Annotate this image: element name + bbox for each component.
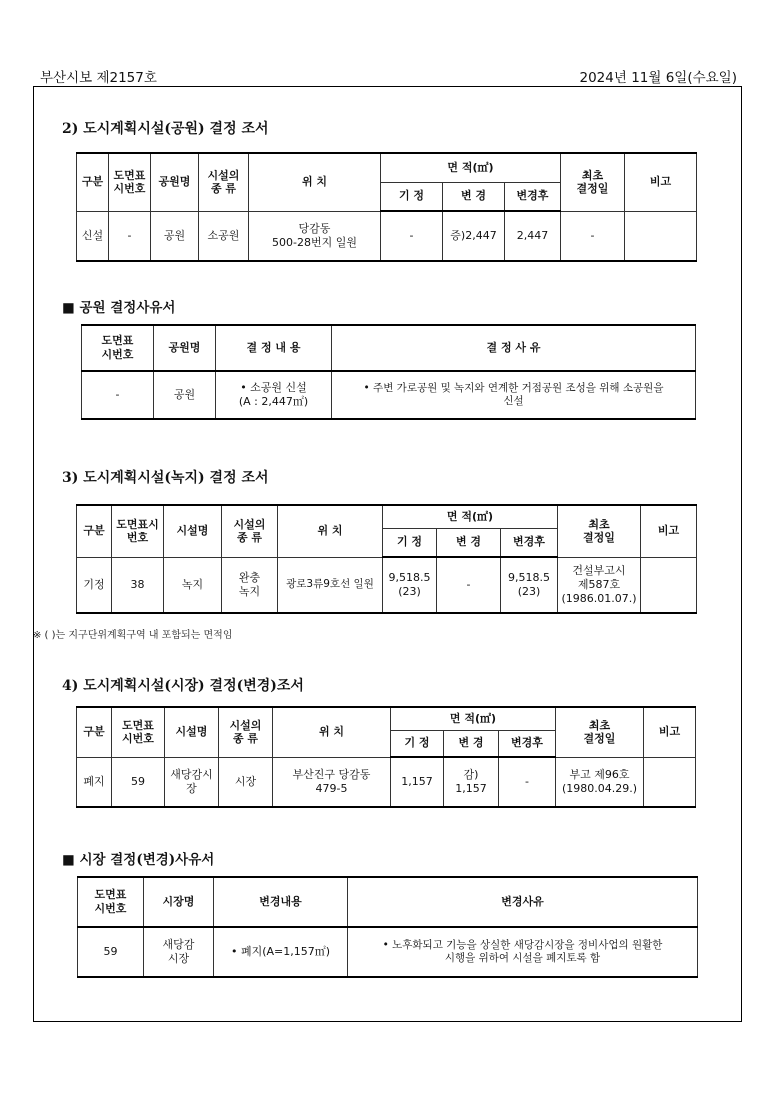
hdr-before: 기 정 xyxy=(383,528,437,557)
hdr-reason: 결 정 사 유 xyxy=(332,325,696,371)
park-reason-table xyxy=(81,324,696,420)
cell-gubun: 기정 xyxy=(77,557,112,613)
hdr-location: 위 치 xyxy=(278,505,383,557)
cell-before: 1,157 xyxy=(391,757,444,807)
area-note: ※ ( )는 지구단위계획구역 내 포함되는 면적임 xyxy=(33,630,233,641)
cell-kind: 완충 녹지 xyxy=(222,557,278,613)
cell-map-no: 59 xyxy=(78,927,144,977)
hdr-area: 면 적(㎡) xyxy=(391,707,556,730)
hdr-kind: 시설의 종 류 xyxy=(199,153,249,211)
hdr-change: 변 경 xyxy=(443,182,505,211)
cell-after: 2,447 xyxy=(505,211,561,261)
table-row xyxy=(82,371,696,419)
cell-map-no: - xyxy=(109,211,151,261)
cell-location: 광로3류9호선 일원 xyxy=(278,557,383,613)
section2-title: 2) 도시계획시설(공원) 결정 조서 xyxy=(62,121,269,137)
greenbelt-decision-table xyxy=(76,504,697,614)
section4-title: 4) 도시계획시설(시장) 결정(변경)조서 xyxy=(62,678,304,694)
hdr-name: 공원명 xyxy=(151,153,199,211)
cell-change: 증)2,447 xyxy=(443,211,505,261)
cell-first-decision: 건설부고시 제587호 (1986.01.07.) xyxy=(558,557,641,613)
hdr-after: 변경후 xyxy=(499,730,556,757)
hdr-area: 면 적(㎡) xyxy=(381,153,561,182)
hdr-kind: 시설의 종 류 xyxy=(222,505,278,557)
table-row xyxy=(77,757,696,807)
hdr-map-no: 도면표 시번호 xyxy=(109,153,151,211)
hdr-content: 결 정 내 용 xyxy=(216,325,332,371)
hdr-after: 변경후 xyxy=(505,182,561,211)
reason4-title: ■ 시장 결정(변경)사유서 xyxy=(62,852,215,868)
hdr-first-decision: 최초 결정일 xyxy=(558,505,641,557)
reason2-title: ■ 공원 결정사유서 xyxy=(62,300,176,316)
hdr-map-no: 도면표 시번호 xyxy=(78,877,144,927)
cell-location: 부산진구 당감동 479-5 xyxy=(273,757,391,807)
hdr-change: 변 경 xyxy=(444,730,499,757)
cell-remark xyxy=(644,757,696,807)
cell-map-no: - xyxy=(82,371,154,419)
cell-reason: • 주변 가로공원 및 녹지와 연계한 거점공원 조성을 위해 소공원을 신설 xyxy=(332,371,696,419)
page-header-left: 부산시보 제2157호 xyxy=(40,70,157,86)
market-reason-table xyxy=(77,876,698,978)
cell-gubun: 신설 xyxy=(77,211,109,261)
cell-gubun: 폐지 xyxy=(77,757,112,807)
hdr-gubun: 구분 xyxy=(77,707,112,757)
cell-change: - xyxy=(437,557,501,613)
hdr-location: 위 치 xyxy=(273,707,391,757)
cell-map-no: 59 xyxy=(112,757,165,807)
hdr-after: 변경후 xyxy=(501,528,558,557)
cell-after: - xyxy=(499,757,556,807)
hdr-before: 기 정 xyxy=(381,182,443,211)
cell-name: 새당감 시장 xyxy=(144,927,214,977)
cell-content: • 소공원 신설 (A : 2,447㎡) xyxy=(216,371,332,419)
table-row xyxy=(77,557,697,613)
hdr-remark: 비고 xyxy=(625,153,697,211)
cell-first-decision: 부고 제96호 (1980.04.29.) xyxy=(556,757,644,807)
cell-before: - xyxy=(381,211,443,261)
hdr-remark: 비고 xyxy=(644,707,696,757)
cell-after: 9,518.5 (23) xyxy=(501,557,558,613)
hdr-map-no: 도면표 시번호 xyxy=(112,707,165,757)
hdr-gubun: 구분 xyxy=(77,153,109,211)
park-decision-table xyxy=(76,152,697,262)
hdr-location: 위 치 xyxy=(249,153,381,211)
table-row xyxy=(77,211,697,261)
cell-first-decision: - xyxy=(561,211,625,261)
cell-name: 새당감시 장 xyxy=(165,757,219,807)
hdr-map-no: 도면표 시번호 xyxy=(82,325,154,371)
cell-name: 공원 xyxy=(154,371,216,419)
hdr-name: 공원명 xyxy=(154,325,216,371)
cell-before: 9,518.5 (23) xyxy=(383,557,437,613)
hdr-content: 변경내용 xyxy=(214,877,348,927)
market-decision-table xyxy=(76,706,696,808)
cell-name: 공원 xyxy=(151,211,199,261)
hdr-name: 시설명 xyxy=(164,505,222,557)
hdr-kind: 시설의 종 류 xyxy=(219,707,273,757)
hdr-area: 면 적(㎡) xyxy=(383,505,558,528)
hdr-name: 시설명 xyxy=(165,707,219,757)
hdr-first-decision: 최초 결정일 xyxy=(556,707,644,757)
table-row xyxy=(78,927,698,977)
cell-map-no: 38 xyxy=(112,557,164,613)
cell-remark xyxy=(641,557,697,613)
hdr-remark: 비고 xyxy=(641,505,697,557)
hdr-change: 변 경 xyxy=(437,528,501,557)
cell-content: • 폐지(A=1,157㎡) xyxy=(214,927,348,977)
hdr-before: 기 정 xyxy=(391,730,444,757)
cell-reason: • 노후화되고 기능을 상실한 새당감시장을 정비사업의 원활한 시행을 위하여 시설을 폐지토록 함 xyxy=(348,927,698,977)
hdr-name: 시장명 xyxy=(144,877,214,927)
cell-name: 녹지 xyxy=(164,557,222,613)
page-header-date: 2024년 11월 6일(수요일) xyxy=(579,70,737,86)
hdr-reason: 변경사유 xyxy=(348,877,698,927)
hdr-map-no: 도면표시 번호 xyxy=(112,505,164,557)
cell-kind: 소공원 xyxy=(199,211,249,261)
cell-kind: 시장 xyxy=(219,757,273,807)
hdr-gubun: 구분 xyxy=(77,505,112,557)
hdr-first-decision: 최초 결정일 xyxy=(561,153,625,211)
cell-change: 감) 1,157 xyxy=(444,757,499,807)
cell-location: 당감동 500-28번지 일원 xyxy=(249,211,381,261)
section3-title: 3) 도시계획시설(녹지) 결정 조서 xyxy=(62,470,269,486)
cell-remark xyxy=(625,211,697,261)
